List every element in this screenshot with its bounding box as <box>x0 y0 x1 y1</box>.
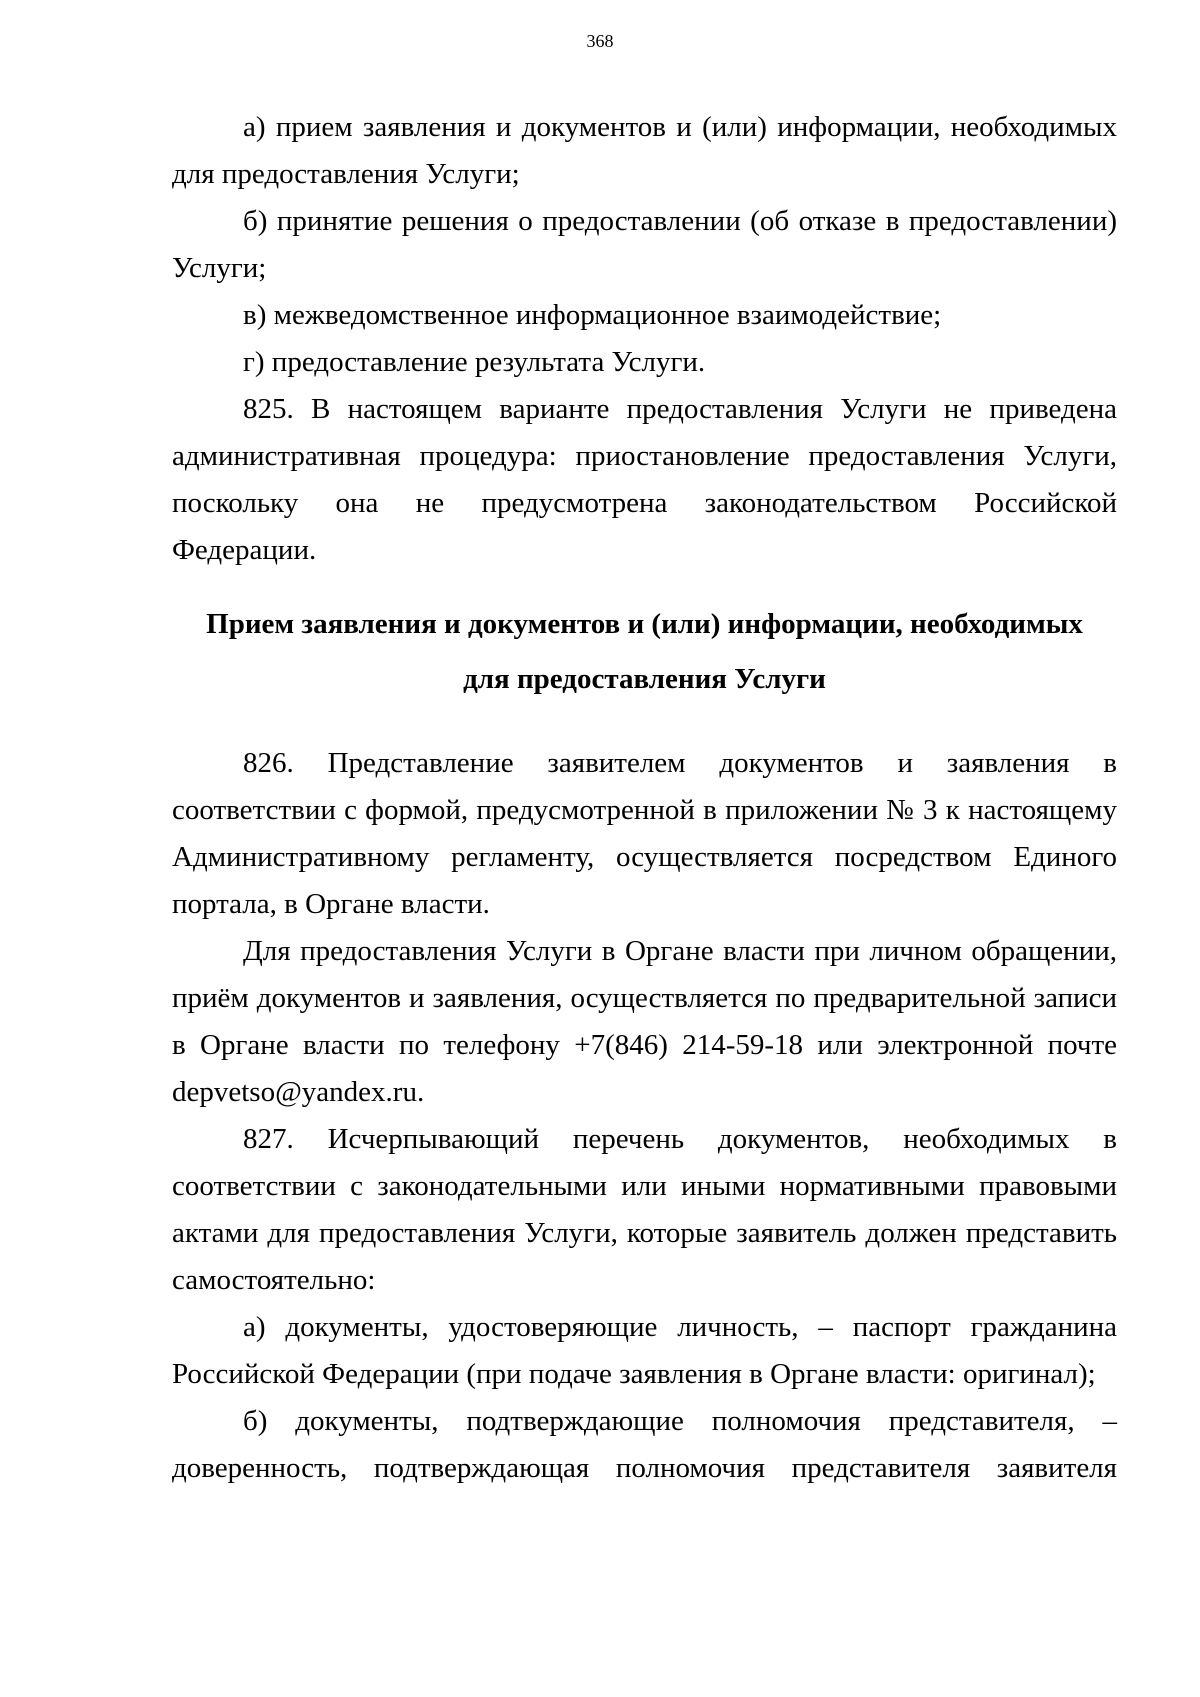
list-item-b: б) принятие решения о предоставлении (об отказе в предоставлении) Услуги; <box>172 205 1117 284</box>
heading-line-1: Прием заявления и документов и (или) информации, необходимых <box>206 608 1083 640</box>
list-item-documents-a: а) документы, удостоверяющие личность, – паспорт гражданина Российской Федерации (при подаче заявления в Органе власти: оригинал); <box>172 1311 1117 1390</box>
section-body <box>172 740 1117 1492</box>
paragraph-contact: Для предоставления Услуги в Органе власти при личном обращении, приём документов и заявления, осуществляется по предварительной записи в Органе власти по телефону +7(846) 214-59-18 или электронной почте depvetso@yandex.ru. <box>172 935 1117 1108</box>
heading-line-2: для предоставления Услуги <box>463 663 826 695</box>
list-item-a: а) прием заявления и документов и (или) информации, необходимых для предоставления Услуги; <box>172 111 1117 190</box>
paragraph-827: 827. Исчерпывающий перечень документов, необходимых в соответствии с законодательными или иными нормативными правовыми актами для предоставления Услуги, которые заявитель должен представить самостоятельно: <box>172 1123 1117 1296</box>
paragraph-825: 825. В настоящем варианте предоставления Услуги не приведена административная процедура: приостановление предоставления Услуги, поскольку она не предусмотрена законодательством Российской Федерации. <box>172 393 1117 566</box>
list-item-documents-b: б) документы, подтверждающие полномочия представителя, – доверенность, подтверждающая полномочия представителя заявителя <box>172 1405 1117 1484</box>
list-item-g: г) предоставление результата Услуги. <box>243 346 706 378</box>
paragraph-826: 826. Представление заявителем документов и заявления в соответствии с формой, предусмотренной в приложении № 3 к настоящему Административному регламенту, осуществляется посредством Единого портала, в Органе власти. <box>172 747 1117 920</box>
list-item-v: в) межведомственное информационное взаимодействие; <box>243 299 942 331</box>
page-number: 368 <box>586 31 614 51</box>
section-list-procedures <box>172 104 1117 574</box>
section-heading <box>172 597 1117 707</box>
